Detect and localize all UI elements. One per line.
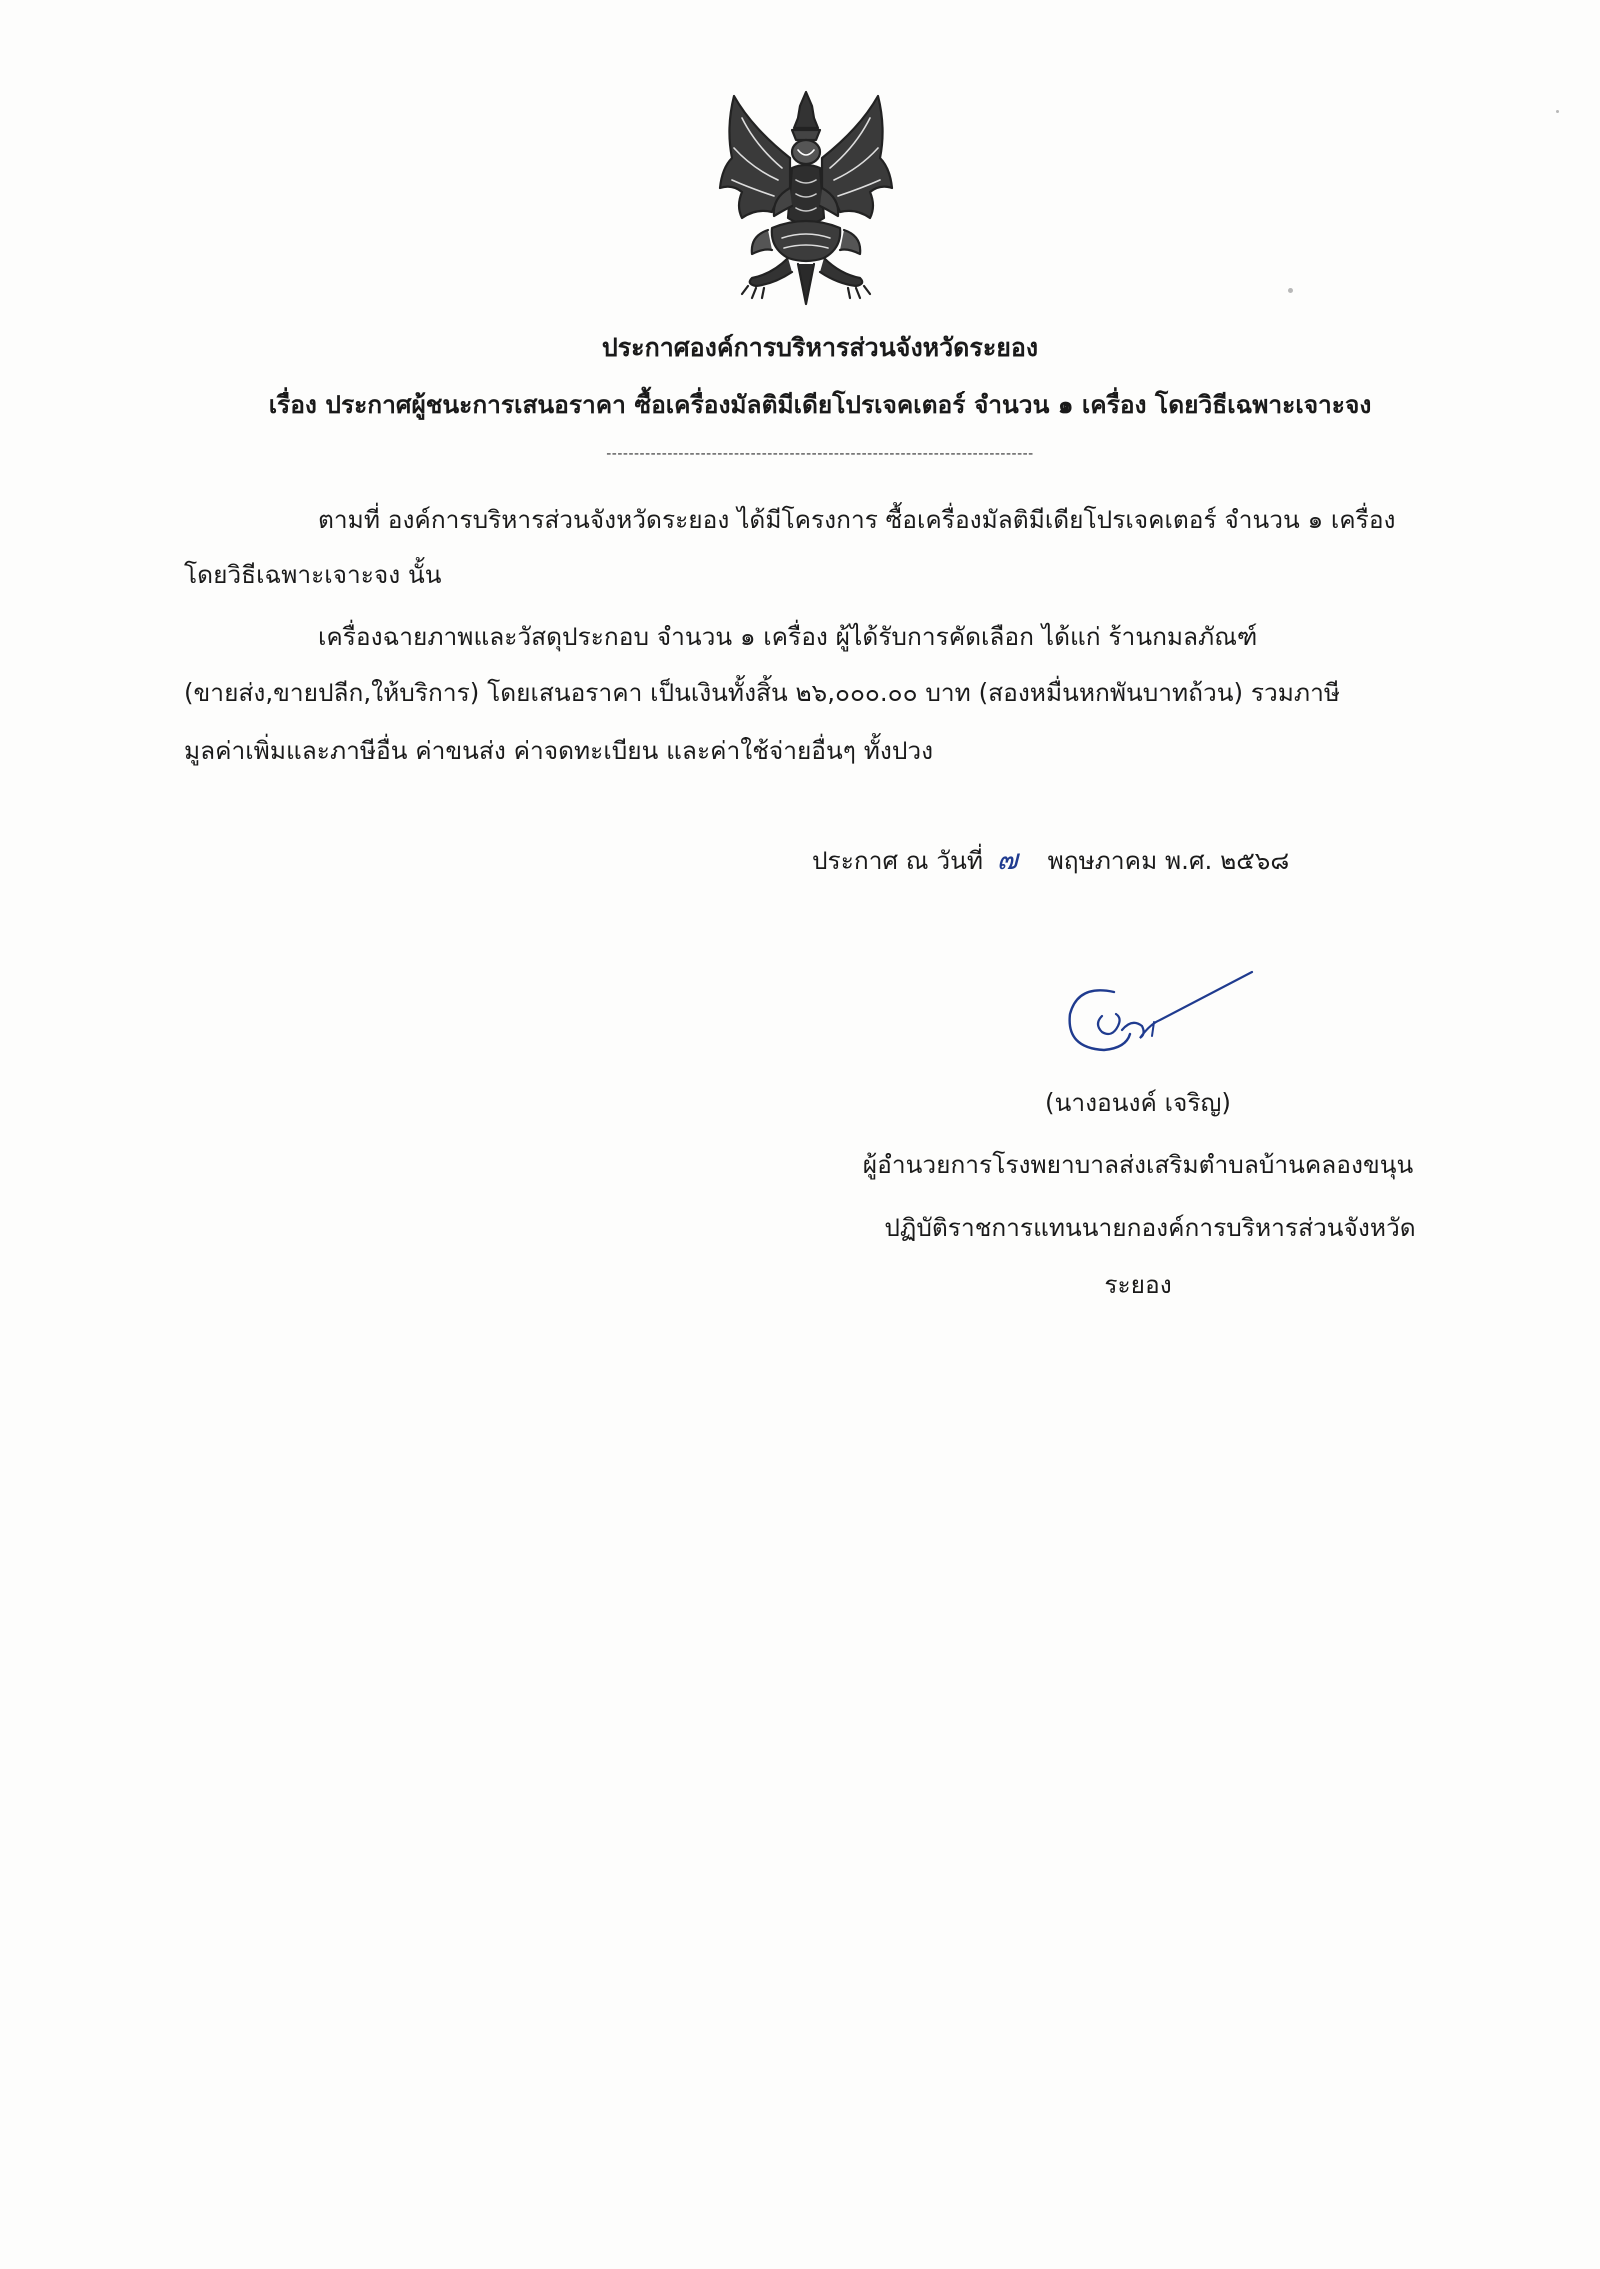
date-month-year: พฤษภาคม พ.ศ. ๒๕๖๘	[1047, 846, 1290, 875]
signatory-name: (นางอนงค์ เจริญ)	[1045, 1088, 1231, 1117]
paragraph-1-line-1: ตามที่ องค์การบริหารส่วนจังหวัดระยอง ได้มีโครงการ ซื้อเครื่องมัลติมีเดียโปรเจคเตอร์ จำนวน ๑ เครื่อง	[318, 505, 1396, 534]
announcement-subject: เรื่อง ประกาศผู้ชนะการเสนอราคา ซื้อเครื่องมัลติมีเดียโปรเจคเตอร์ จำนวน ๑ เครื่อง โดยวิธีเฉพาะเจาะจง	[268, 390, 1372, 419]
header-divider: -----------------------------------------------------------------------------	[606, 446, 1034, 462]
paper-speck	[1288, 288, 1293, 293]
signatory-acting-line-2: ระยอง	[1104, 1270, 1172, 1299]
announcement-date	[812, 838, 1289, 882]
date-prefix: ประกาศ ณ วันที่	[812, 846, 983, 875]
signatory-position: ผู้อำนวยการโรงพยาบาลส่งเสริมตำบลบ้านคลองขนุน	[862, 1150, 1414, 1179]
signature-mark	[1056, 964, 1266, 1064]
paper-speck	[1556, 110, 1559, 113]
paragraph-1-line-2: โดยวิธีเฉพาะเจาะจง นั้น	[184, 560, 442, 589]
garuda-emblem-icon	[712, 88, 900, 310]
paragraph-2-line-2: (ขายส่ง,ขายปลีก,ให้บริการ) โดยเสนอราคา เป็นเงินทั้งสิ้น ๒๖,๐๐๐.๐๐ บาท (สองหมื่นหกพันบาทถ้วน) รวมภาษี	[184, 678, 1340, 707]
announcement-title: ประกาศองค์การบริหารส่วนจังหวัดระยอง	[601, 333, 1039, 362]
signatory-acting-line-1: ปฏิบัติราชการแทนนายกองค์การบริหารส่วนจังหวัด	[884, 1213, 1416, 1242]
date-day-handwritten: ๗	[996, 843, 1018, 876]
paragraph-2-line-3: มูลค่าเพิ่มและภาษีอื่น ค่าขนส่ง ค่าจดทะเบียน และค่าใช้จ่ายอื่นๆ ทั้งปวง	[184, 736, 934, 765]
paragraph-2-line-1: เครื่องฉายภาพและวัสดุประกอบ จำนวน ๑ เครื่อง ผู้ได้รับการคัดเลือก ได้แก่ ร้านกมลภัณฑ์	[318, 622, 1258, 651]
